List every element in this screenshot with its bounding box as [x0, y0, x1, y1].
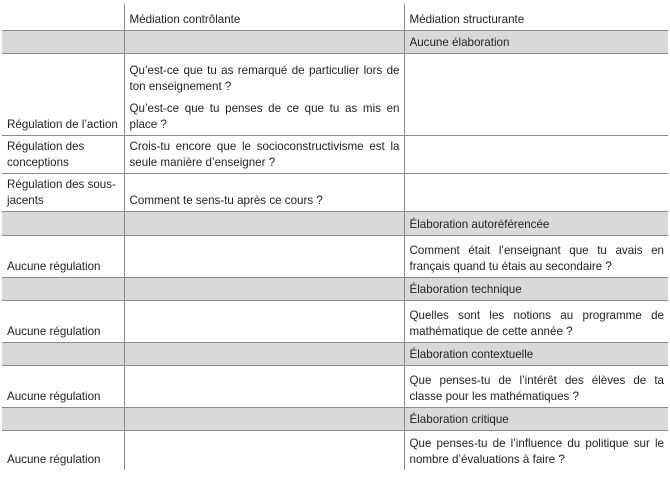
controlante-cell: [124, 53, 404, 135]
controlante-cell: [124, 300, 404, 342]
structurante-question: Quelles sont les notions au programme de mathématique de cette année ?: [404, 300, 668, 342]
structurante-question: Que penses-tu de l’influence du politique sur le nombre d’évaluations à faire ?: [404, 430, 668, 470]
band-empty-cell: [2, 211, 124, 235]
regulation-label: Aucune régulation: [2, 430, 124, 470]
structurante-cell: [404, 135, 668, 173]
band-row: [2, 211, 668, 235]
band-label: Aucune élaboration: [404, 30, 668, 53]
regulation-label: Régulation des conceptions: [2, 135, 124, 173]
band-empty-cell: [124, 407, 404, 430]
band-label: Élaboration technique: [404, 277, 668, 300]
band-empty-cell: [2, 30, 124, 53]
band-row: [2, 342, 668, 365]
band-label: Élaboration contextuelle: [404, 342, 668, 365]
band-empty-cell: [2, 277, 124, 300]
controlante-question: Qu’est-ce que tu penses de ce que tu as mis en place ?: [129, 101, 400, 131]
band-label: Élaboration autoréférencée: [404, 211, 668, 235]
band-empty-cell: [124, 211, 404, 235]
mediation-regulation-table: [2, 4, 668, 470]
table-row: [2, 300, 668, 342]
regulation-label: Aucune régulation: [2, 300, 124, 342]
table-row: [2, 53, 668, 135]
structurante-question: Que penses-tu de l’intérêt des élèves de ta classe pour les mathématiques ?: [404, 365, 668, 407]
controlante-question: Qu’est-ce que tu as remarqué de particulier lors de ton enseignement ?: [129, 63, 400, 93]
structurante-question: Comment était l’enseignant que tu avais en français quand tu étais au secondaire ?: [404, 235, 668, 277]
header-row: [2, 4, 668, 30]
controlante-cell: [124, 235, 404, 277]
band-empty-cell: [2, 342, 124, 365]
band-empty-cell: [124, 342, 404, 365]
controlante-cell: [124, 173, 404, 211]
band-label: Élaboration critique: [404, 407, 668, 430]
regulation-label: Aucune régulation: [2, 365, 124, 407]
table-row: [2, 235, 668, 277]
regulation-label: Régulation des sous-jacents: [2, 173, 124, 211]
controlante-question: Crois-tu encore que le socioconstructivisme est la seule manière d’enseigner ?: [129, 139, 400, 169]
band-row: [2, 277, 668, 300]
regulation-label: Régulation de l’action: [2, 53, 124, 135]
header-mediation-controlante: Médiation contrôlante: [124, 4, 404, 30]
band-row: [2, 407, 668, 430]
band-row: [2, 30, 668, 53]
structurante-cell: [404, 53, 668, 135]
header-empty-cell: [2, 4, 124, 30]
table-row: [2, 135, 668, 173]
table-row: [2, 430, 668, 470]
controlante-cell: [124, 430, 404, 470]
band-empty-cell: [124, 277, 404, 300]
header-mediation-structurante: Médiation structurante: [404, 4, 668, 30]
table-row: [2, 365, 668, 407]
controlante-cell: [124, 135, 404, 173]
table-row: [2, 173, 668, 211]
structurante-cell: [404, 173, 668, 211]
controlante-question: Comment te sens-tu après ce cours ?: [129, 193, 323, 207]
band-empty-cell: [124, 30, 404, 53]
band-empty-cell: [2, 407, 124, 430]
controlante-cell: [124, 365, 404, 407]
regulation-label: Aucune régulation: [2, 235, 124, 277]
